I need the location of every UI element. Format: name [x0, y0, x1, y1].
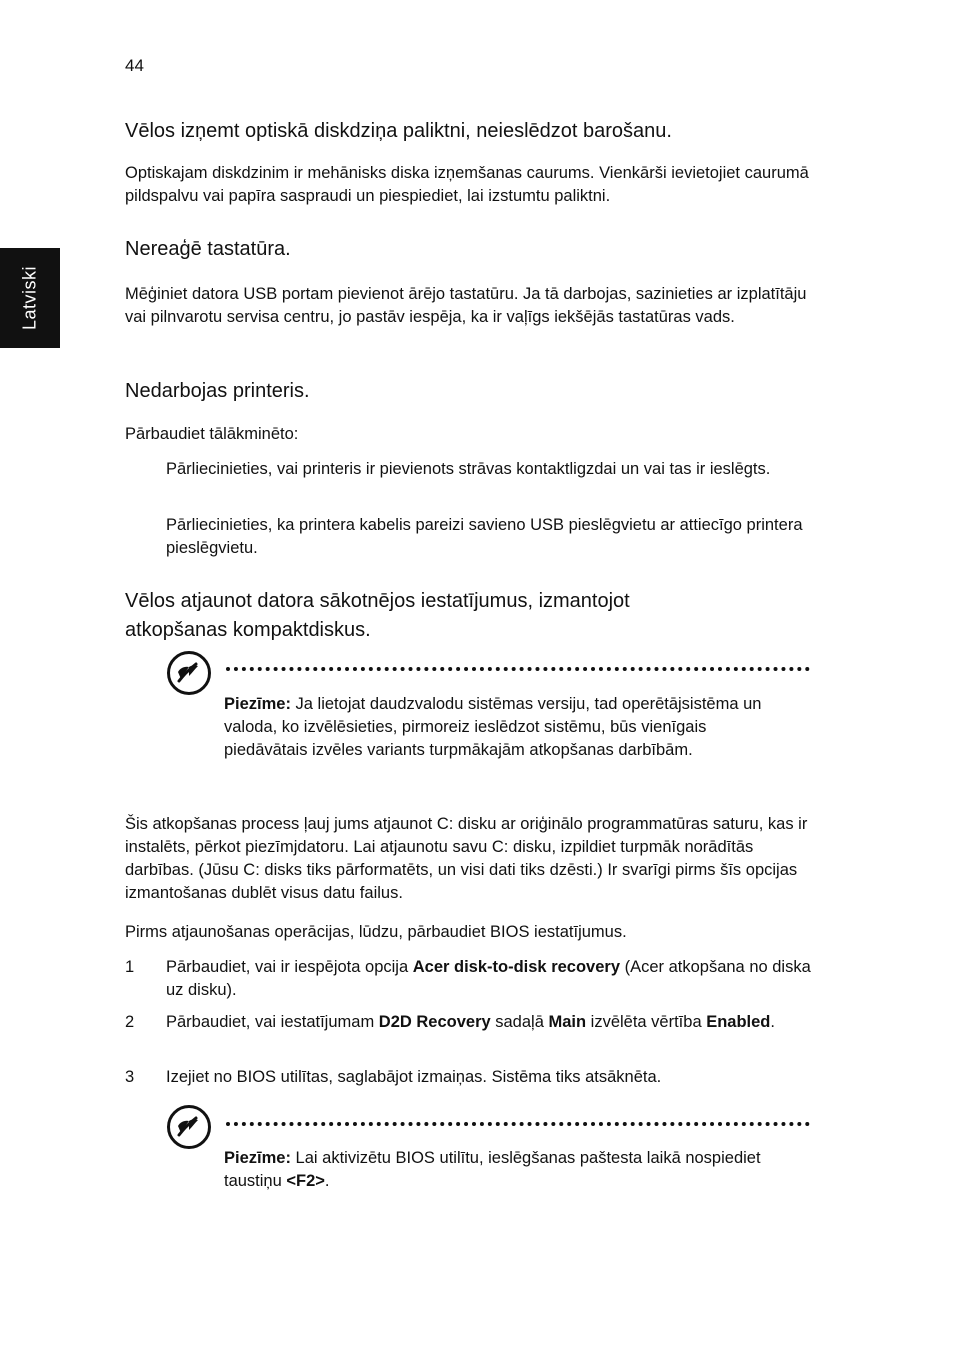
note-2-text: Lai aktivizētu BIOS utilītu, ieslēgšanas paštesta laikā nospiediet taustiņu [224, 1149, 761, 1190]
section-title-keyboard: Nereaģē tastatūra. [125, 238, 291, 260]
note-1-label: Piezīme: [224, 695, 291, 713]
note-2-key: <F2> [286, 1172, 325, 1190]
note-1 [224, 693, 784, 762]
step-1-number: 1 [125, 958, 135, 976]
section-title-printer: Nedarbojas printeris. [125, 380, 310, 402]
note-divider [226, 667, 810, 671]
recovery-paragraph: Šis atkopšanas process ļauj jums atjaunot C: disku ar oriģinālo programmatūras saturu, kas ir instalēts, pērkot piezīmjdatoru. Lai atjaunotu savu C: disku, izpildiet turpmāk norādītās darbības. (Jūsu C: disks tiks pārformatēts, un visi dati tiks dzēsti.) Ir svarīgi pirms šīs opcijas izmantošanas dublēt visus datu failus. [125, 815, 808, 902]
note-divider [226, 1122, 810, 1126]
step-3-number: 3 [125, 1068, 135, 1086]
step-2-text-a: Pārbaudiet, vai iestatījumam [166, 1013, 379, 1031]
printer-check-1: Pārliecinieties, vai printeris ir pievienots strāvas kontaktligzdai un vai tas ir ieslēgts. [166, 460, 771, 478]
step-1 [166, 956, 816, 1002]
note-1-text: Ja lietojat daudzvalodu sistēmas versiju, tad operētājsistēma un valoda, ko izvēlēsieties, pirmoreiz ieslēdzot sistēmu, būs vienīgais piedāvātais izvēles variants turpmākajām atkopšanas darbībām. [224, 695, 762, 759]
language-tab [0, 248, 60, 348]
step-1-text-a: Pārbaudiet, vai ir iespējota opcija [166, 958, 413, 976]
step-2-text-g: . [770, 1013, 775, 1031]
step-2-number: 2 [125, 1013, 135, 1031]
section-title-recovery: Vēlos atjaunot datora sākotnējos iestatījumus, izmantojot atkopšanas kompaktdiskus. [125, 590, 630, 641]
language-tab-label: Latviski [19, 265, 40, 331]
note-icon [167, 1105, 211, 1149]
step-1-text-c: (Acer atkopšana no diska uz disku). [166, 958, 811, 999]
bios-check-paragraph: Pirms atjaunošanas operācijas, lūdzu, pārbaudiet BIOS iestatījumus. [125, 923, 627, 941]
section-body-optical: Optiskajam diskdzinim ir mehānisks diska izņemšanas caurums. Vienkārši ievietojiet caurumā pildspalvu vai papīra saspraudi un piespiediet, lai izstumtu paliktni. [125, 164, 809, 205]
note-2-label: Piezīme: [224, 1149, 291, 1167]
note-2 [224, 1147, 784, 1193]
note-icon [167, 651, 211, 695]
step-3-text: Izejiet no BIOS utilītas, saglabājot izmaiņas. Sistēma tiks atsāknēta. [166, 1068, 662, 1086]
step-2-bold-b: D2D Recovery [378, 1013, 491, 1031]
step-1-bold: Acer disk-to-disk recovery [412, 958, 620, 976]
step-2-bold-f: Enabled [706, 1013, 771, 1031]
step-2-bold-d: Main [548, 1013, 587, 1031]
step-3 [166, 1066, 816, 1089]
section-body-keyboard: Mēģiniet datora USB portam pievienot ārējo tastatūru. Ja tā darbojas, sazinieties ar izplatītāju vai pilnvarotu servisa centru, jo pastāv iespēja, ka ir vaļīgs iekšējās tastatūras vads. [125, 285, 807, 326]
page-number: 44 [125, 56, 144, 75]
step-2 [166, 1011, 816, 1034]
section-intro-printer: Pārbaudiet tālākminēto: [125, 425, 299, 443]
step-2-text-c: sadaļā [490, 1013, 549, 1031]
step-2-text-e: izvēlēta vērtība [586, 1013, 707, 1031]
note-2-end: . [324, 1172, 330, 1190]
printer-check-2: Pārliecinieties, ka printera kabelis pareizi savieno USB pieslēgvietu ar attiecīgo printera pieslēgvietu. [166, 516, 803, 557]
section-title-optical: Vēlos izņemt optiskā diskdziņa paliktni, neieslēdzot barošanu. [125, 120, 672, 142]
